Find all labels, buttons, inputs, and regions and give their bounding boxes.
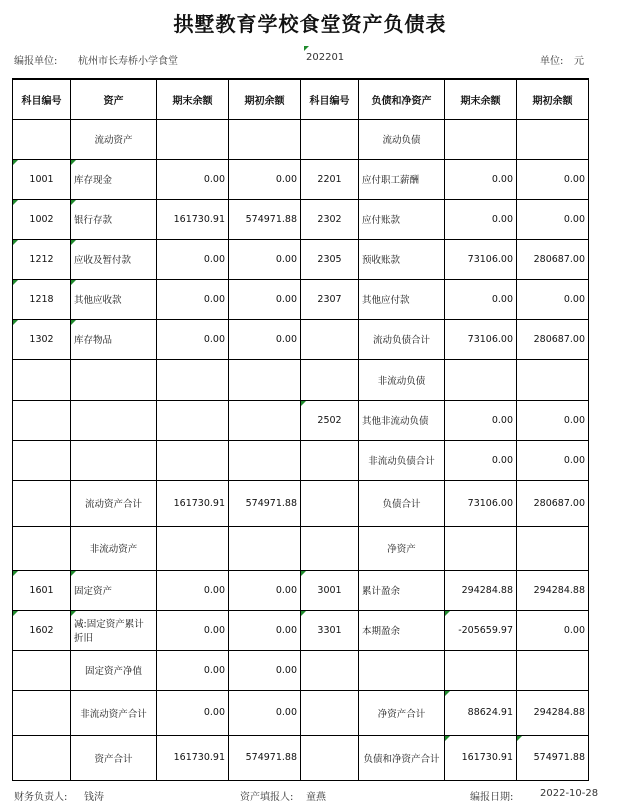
liability-ending-cell [445, 650, 517, 690]
table-row [13, 319, 589, 359]
reporting-unit-value: 杭州市长寿桥小学食堂 [78, 56, 178, 67]
asset-code-cell [13, 650, 71, 690]
liability-beginning-cell: 280687.00 [517, 480, 589, 526]
header-asset-ending: 期末余额 [157, 79, 229, 119]
liability-code-cell [301, 359, 359, 400]
table-header-row [13, 79, 589, 119]
report-period: 202201 [306, 52, 345, 63]
asset-name-cell: 非流动资产 [71, 526, 157, 570]
liability-ending-cell [445, 119, 517, 159]
liability-beginning-cell: 280687.00 [517, 319, 589, 359]
asset-name-cell: 流动资产 [71, 119, 157, 159]
asset-beginning-cell: 574971.88 [229, 199, 301, 239]
table-row [13, 610, 589, 650]
asset-beginning-cell: 0.00 [229, 570, 301, 610]
liability-beginning-cell: 0.00 [517, 610, 589, 650]
liability-code-cell [301, 480, 359, 526]
liability-name-cell: 其他应付款 [359, 279, 445, 319]
liability-name-cell: 本期盈余 [359, 610, 445, 650]
liability-code-cell: 2307 [301, 279, 359, 319]
asset-name-cell: 银行存款 [71, 199, 157, 239]
table-row [13, 650, 589, 690]
asset-code-cell: 1002 [13, 199, 71, 239]
liability-ending-cell: 73106.00 [445, 239, 517, 279]
asset-ending-cell: 161730.91 [157, 735, 229, 780]
asset-beginning-cell: 0.00 [229, 610, 301, 650]
liability-ending-cell: 0.00 [445, 199, 517, 239]
liability-name-cell: 累计盈余 [359, 570, 445, 610]
table-row [13, 735, 589, 780]
liability-beginning-cell: 294284.88 [517, 570, 589, 610]
asset-ending-cell: 0.00 [157, 570, 229, 610]
liability-ending-cell: -205659.97 [445, 610, 517, 650]
asset-beginning-cell [229, 359, 301, 400]
asset-code-cell: 1602 [13, 610, 71, 650]
liability-ending-cell: 0.00 [445, 159, 517, 199]
asset-ending-cell: 0.00 [157, 279, 229, 319]
asset-ending-cell: 0.00 [157, 690, 229, 735]
table-row [13, 440, 589, 480]
liability-name-cell: 净资产 [359, 526, 445, 570]
header-asset-code: 科目编号 [13, 79, 71, 119]
liability-ending-cell: 73106.00 [445, 480, 517, 526]
asset-name-cell [71, 359, 157, 400]
liability-name-cell: 预收账款 [359, 239, 445, 279]
table-row [13, 159, 589, 199]
header-asset: 资产 [71, 79, 157, 119]
liability-code-cell [301, 319, 359, 359]
liability-code-cell [301, 440, 359, 480]
asset-beginning-cell: 574971.88 [229, 735, 301, 780]
asset-beginning-cell [229, 400, 301, 440]
cell-marker-icon [304, 46, 309, 51]
liability-name-cell: 非流动负债合计 [359, 440, 445, 480]
liability-beginning-cell: 280687.00 [517, 239, 589, 279]
liability-ending-cell [445, 359, 517, 400]
liability-ending-cell: 0.00 [445, 400, 517, 440]
liability-name-cell: 负债合计 [359, 480, 445, 526]
liability-name-cell: 负债和净资产合计 [359, 735, 445, 780]
asset-beginning-cell: 0.00 [229, 159, 301, 199]
asset-name-cell: 非流动资产合计 [71, 690, 157, 735]
liability-code-cell: 2302 [301, 199, 359, 239]
reporting-unit-label: 编报单位: [14, 56, 58, 67]
liability-name-cell: 应付职工薪酬 [359, 159, 445, 199]
liability-name-cell: 净资产合计 [359, 690, 445, 735]
asset-name-cell [71, 440, 157, 480]
asset-ending-cell [157, 359, 229, 400]
asset-code-cell [13, 480, 71, 526]
table-row [13, 570, 589, 610]
asset-name-cell: 库存现金 [71, 159, 157, 199]
asset-code-cell [13, 526, 71, 570]
asset-ending-cell: 161730.91 [157, 480, 229, 526]
liability-beginning-cell: 0.00 [517, 159, 589, 199]
liability-code-cell [301, 526, 359, 570]
asset-filer-name: 童燕 [306, 792, 326, 803]
asset-ending-cell [157, 400, 229, 440]
liability-beginning-cell: 0.00 [517, 440, 589, 480]
asset-name-cell: 应收及暂付款 [71, 239, 157, 279]
asset-beginning-cell [229, 119, 301, 159]
table-row [13, 400, 589, 440]
asset-ending-cell: 0.00 [157, 319, 229, 359]
table-row [13, 526, 589, 570]
table-row [13, 119, 589, 159]
table-row [13, 199, 589, 239]
liability-beginning-cell [517, 526, 589, 570]
liability-name-cell: 流动负债合计 [359, 319, 445, 359]
asset-ending-cell [157, 440, 229, 480]
asset-name-cell: 固定资产 [71, 570, 157, 610]
liability-beginning-cell: 0.00 [517, 279, 589, 319]
asset-code-cell [13, 440, 71, 480]
currency-unit-value: 元 [574, 56, 584, 67]
asset-ending-cell: 161730.91 [157, 199, 229, 239]
table-row [13, 480, 589, 526]
asset-code-cell: 1212 [13, 239, 71, 279]
asset-ending-cell [157, 526, 229, 570]
asset-ending-cell: 0.00 [157, 239, 229, 279]
liability-ending-cell: 0.00 [445, 440, 517, 480]
liability-name-cell [359, 650, 445, 690]
liability-beginning-cell: 294284.88 [517, 690, 589, 735]
asset-ending-cell [157, 119, 229, 159]
asset-code-cell: 1601 [13, 570, 71, 610]
asset-filer-label: 资产填报人: [240, 792, 294, 803]
liability-ending-cell [445, 526, 517, 570]
liability-beginning-cell: 574971.88 [517, 735, 589, 780]
header-liability-equity: 负债和净资产 [359, 79, 445, 119]
liability-name-cell: 流动负债 [359, 119, 445, 159]
liability-code-cell: 2201 [301, 159, 359, 199]
liability-name-cell: 非流动负债 [359, 359, 445, 400]
liability-ending-cell: 161730.91 [445, 735, 517, 780]
asset-code-cell [13, 690, 71, 735]
table-row [13, 359, 589, 400]
liability-code-cell: 2305 [301, 239, 359, 279]
balance-sheet-table [12, 78, 589, 781]
asset-beginning-cell: 0.00 [229, 690, 301, 735]
asset-beginning-cell: 0.00 [229, 650, 301, 690]
header-liability-code: 科目编号 [301, 79, 359, 119]
asset-ending-cell: 0.00 [157, 650, 229, 690]
asset-name-cell: 其他应收款 [71, 279, 157, 319]
liability-code-cell: 3301 [301, 610, 359, 650]
liability-ending-cell: 88624.91 [445, 690, 517, 735]
liability-beginning-cell: 0.00 [517, 400, 589, 440]
liability-code-cell [301, 119, 359, 159]
asset-name-cell: 减:固定资产累计折旧 [71, 610, 157, 650]
asset-name-cell: 固定资产净值 [71, 650, 157, 690]
liability-ending-cell: 294284.88 [445, 570, 517, 610]
header-liability-ending: 期末余额 [445, 79, 517, 119]
asset-code-cell [13, 359, 71, 400]
report-title: 拱墅教育学校食堂资产负债表 [173, 12, 447, 36]
asset-name-cell: 流动资产合计 [71, 480, 157, 526]
header-asset-beginning: 期初余额 [229, 79, 301, 119]
liability-beginning-cell: 0.00 [517, 199, 589, 239]
asset-code-cell: 1001 [13, 159, 71, 199]
liability-code-cell [301, 735, 359, 780]
liability-code-cell [301, 650, 359, 690]
table-row [13, 690, 589, 735]
liability-beginning-cell [517, 119, 589, 159]
currency-unit-label: 单位: [540, 56, 564, 67]
asset-code-cell [13, 735, 71, 780]
liability-ending-cell: 73106.00 [445, 319, 517, 359]
asset-beginning-cell: 0.00 [229, 279, 301, 319]
asset-code-cell: 1218 [13, 279, 71, 319]
asset-ending-cell: 0.00 [157, 159, 229, 199]
asset-ending-cell: 0.00 [157, 610, 229, 650]
asset-code-cell [13, 400, 71, 440]
asset-beginning-cell: 0.00 [229, 239, 301, 279]
asset-beginning-cell [229, 526, 301, 570]
liability-ending-cell: 0.00 [445, 279, 517, 319]
table-row [13, 239, 589, 279]
liability-code-cell [301, 690, 359, 735]
liability-code-cell: 2502 [301, 400, 359, 440]
asset-beginning-cell: 0.00 [229, 319, 301, 359]
asset-beginning-cell [229, 440, 301, 480]
asset-name-cell: 库存物品 [71, 319, 157, 359]
finance-head-name: 钱涛 [84, 792, 104, 803]
liability-name-cell: 其他非流动负债 [359, 400, 445, 440]
table-row [13, 279, 589, 319]
header-liability-beginning: 期初余额 [517, 79, 589, 119]
asset-name-cell [71, 400, 157, 440]
liability-code-cell: 3001 [301, 570, 359, 610]
liability-beginning-cell [517, 650, 589, 690]
finance-head-label: 财务负责人: [14, 792, 68, 803]
liability-name-cell: 应付账款 [359, 199, 445, 239]
asset-code-cell: 1302 [13, 319, 71, 359]
asset-beginning-cell: 574971.88 [229, 480, 301, 526]
asset-code-cell [13, 119, 71, 159]
liability-beginning-cell [517, 359, 589, 400]
asset-name-cell: 资产合计 [71, 735, 157, 780]
report-date-label: 编报日期: [470, 792, 514, 803]
report-date-value: 2022-10-28 [540, 788, 599, 799]
